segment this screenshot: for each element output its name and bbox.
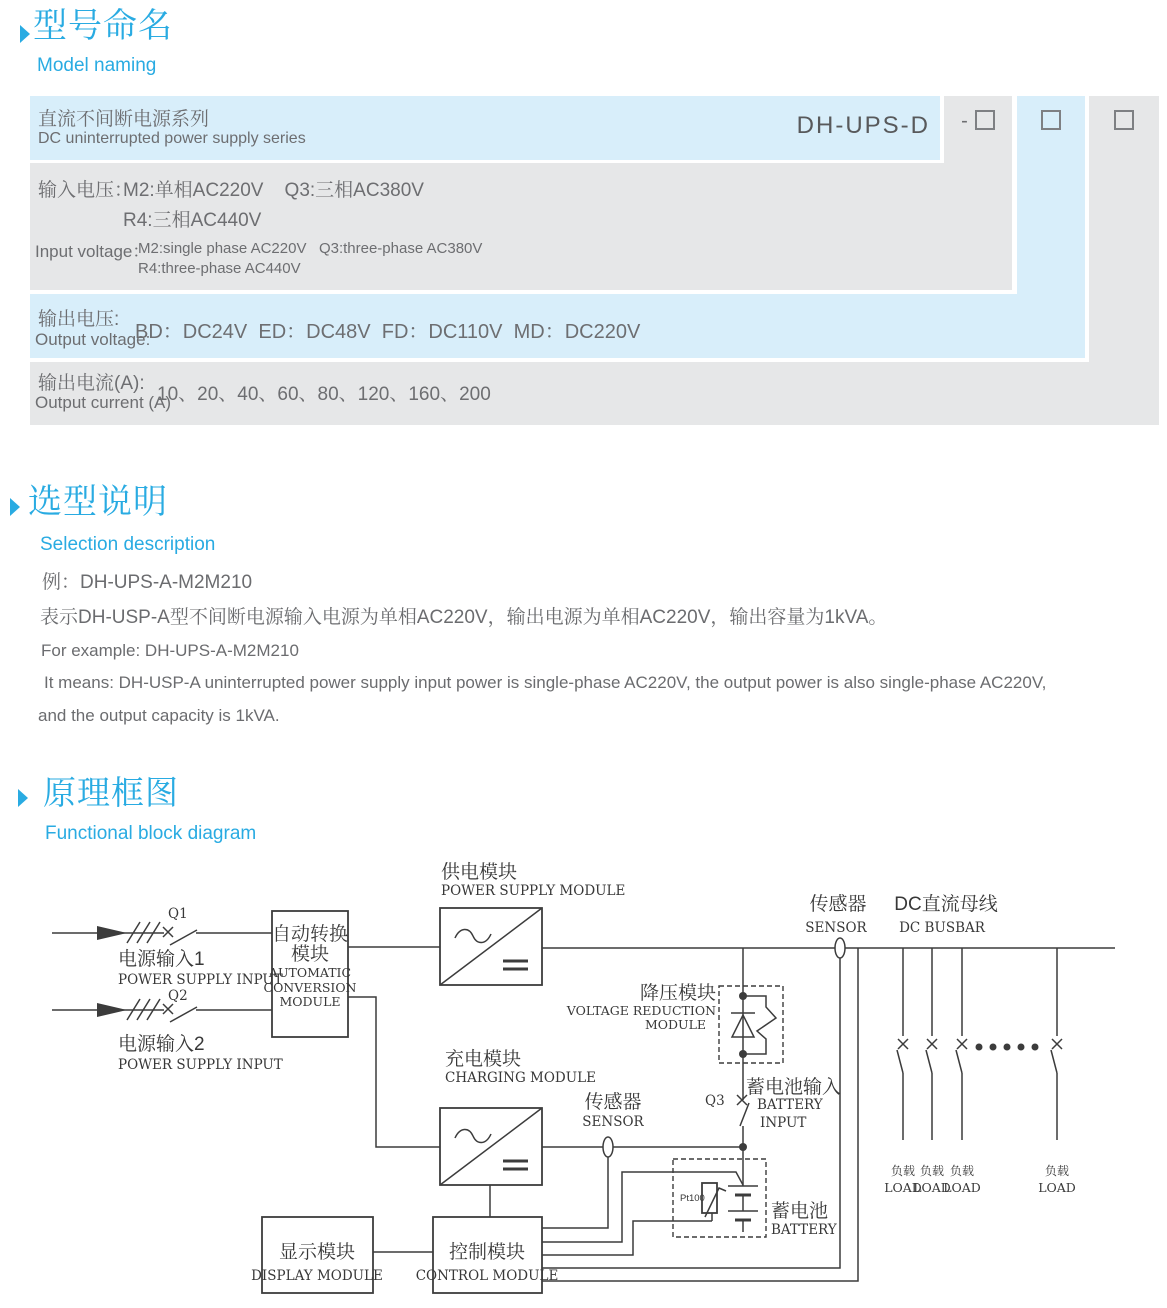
load2-label-zh: 负载 <box>919 1164 945 1178</box>
psu-label-en: POWER SUPPLY MODULE <box>441 883 626 899</box>
q3-label: Q3 <box>705 1093 725 1109</box>
selection-example-en: For example: DH-UPS-A-M2M210 <box>41 641 299 660</box>
selection-meaning-en-1: It means: DH-USP-A uninterrupted power supply input power is single-phase AC220V, the output power is also single-phase AC220V, <box>44 673 1047 692</box>
charging-label-en: CHARGING MODULE <box>445 1070 596 1086</box>
series-name-en: DC uninterrupted power supply series <box>38 130 306 147</box>
q2-label: Q2 <box>168 988 188 1004</box>
battery-label-en: BATTERY <box>771 1222 837 1238</box>
battery-label-zh: 蓄电池 <box>771 1201 829 1222</box>
output-current-label-zh: 输出电流(A): <box>38 373 145 394</box>
input-voltage-label-en: Input voltage： <box>35 242 150 261</box>
input-voltage-values-en-2: R4:three-phase AC440V <box>138 260 301 277</box>
section-title-selection: 选型说明 <box>28 483 168 521</box>
breaker-q1-icon <box>163 927 173 937</box>
psu-label-zh: 供电模块 <box>441 862 518 883</box>
junction-dot <box>739 1050 747 1058</box>
ellipsis-dot <box>976 1044 983 1051</box>
model-table-row-input-voltage <box>30 163 1012 290</box>
bus-sensor-label-zh: 传感器 <box>809 894 867 915</box>
load1-label-en: LOAD <box>884 1180 922 1195</box>
bus-sensor-label-en: SENSOR <box>805 920 867 936</box>
load-branch-drops <box>903 948 1057 1036</box>
load4-label-en: LOAD <box>1038 1180 1076 1195</box>
vrm-label-en1: VOLTAGE REDUCTION <box>566 1003 716 1018</box>
pt100-label: Pt100 <box>680 1193 705 1204</box>
model-table-row-series <box>30 96 940 160</box>
ellipsis-dot <box>1018 1044 1025 1051</box>
placeholder-dash: - <box>961 110 968 132</box>
q1-label: Q1 <box>168 906 188 922</box>
output-voltage-label-en: Output voltage: <box>35 330 151 349</box>
dc-busbar-label-zh: DC直流母线 <box>894 894 998 915</box>
wire-control-charger-sensor <box>542 1157 608 1228</box>
section-marker <box>20 25 30 43</box>
breaker-q2-blade <box>170 1007 197 1022</box>
battery-input-label-en2: INPUT <box>760 1115 807 1131</box>
section-subtitle-model-naming: Model naming <box>37 55 157 76</box>
selection-meaning-en-2: and the output capacity is 1kVA. <box>38 706 280 725</box>
load1-label-zh: 负载 <box>890 1164 916 1178</box>
input1-arrow-icon <box>97 926 127 940</box>
control-label-zh: 控制模块 <box>448 1242 526 1263</box>
conv-label-en2: CONVERSION <box>263 980 357 995</box>
breaker-q3-blade <box>740 1103 749 1126</box>
placeholder-box-3 <box>1114 110 1134 130</box>
load2-label-en: LOAD <box>913 1180 951 1195</box>
model-table-row-output-voltage <box>30 294 1085 358</box>
battery-input-label-en1: BATTERY <box>757 1097 823 1113</box>
load-branch-tails <box>903 1073 1057 1140</box>
selection-meaning-zh: 表示DH-USP-A型不间断电源输入电源为单相AC220V，输出电源为单相AC220V，输出容量为1kVA。 <box>40 607 888 628</box>
conv-label-en1: AUTOMATIC <box>268 965 352 980</box>
input2-label-zh: 电源输入2 <box>118 1034 205 1055</box>
conv-label-zh1: 自动转换 <box>271 924 349 945</box>
charging-label-zh: 充电模块 <box>445 1049 522 1070</box>
dc-busbar-label-en: DC BUSBAR <box>899 920 985 936</box>
placeholder-box-1 <box>975 110 995 130</box>
vrm-label-zh: 降压模块 <box>639 983 716 1004</box>
section-title-block-diagram: 原理框图 <box>43 774 179 811</box>
section-subtitle-selection: Selection description <box>40 534 216 555</box>
charger-sensor-icon <box>603 1137 613 1157</box>
load-breaker-blades <box>897 1050 1057 1073</box>
load4-label-zh: 负载 <box>1044 1164 1070 1178</box>
battery-input-label-zh: 蓄电池输入 <box>746 1077 842 1098</box>
breaker-q2-icon <box>163 1004 173 1014</box>
ellipsis-dot <box>1032 1044 1039 1051</box>
wire-conv-to-charger <box>348 997 440 1147</box>
breaker-q1-blade <box>170 930 197 945</box>
input-voltage-label-zh: 输入电压： <box>38 180 134 201</box>
input1-label-en: POWER SUPPLY INPUT <box>118 972 283 988</box>
ellipsis-dot <box>990 1044 997 1051</box>
section-subtitle-block-diagram: Functional block diagram <box>45 823 257 844</box>
junction-dot <box>739 1143 747 1151</box>
load3-label-en: LOAD <box>943 1180 981 1195</box>
bus-sensor-icon <box>835 938 845 958</box>
input2-arrow-icon <box>97 1003 127 1017</box>
voltage-reduction-module-box <box>719 986 783 1063</box>
conv-label-en3: MODULE <box>279 994 341 1009</box>
functional-block-diagram <box>0 848 1167 1308</box>
display-label-en: DISPLAY MODULE <box>251 1268 383 1284</box>
section-title-model-naming: 型号命名 <box>33 7 173 45</box>
output-voltage-label-zh: 输出电压: <box>38 309 120 330</box>
input-voltage-values-zh-2: R4:三相AC440V <box>123 210 262 231</box>
input2-label-en: POWER SUPPLY INPUT <box>118 1057 283 1073</box>
placeholder-cell-3 <box>1089 110 1159 135</box>
placeholder-box-2 <box>1041 110 1061 130</box>
load-branches <box>897 948 1062 1140</box>
placeholder-cell-2 <box>1017 110 1085 135</box>
input-voltage-values-zh-1: M2:单相AC220V Q3:三相AC380V <box>123 180 424 201</box>
model-table-row-output-current <box>30 362 1159 425</box>
output-current-label-en: Output current (A) <box>35 393 172 412</box>
wire-control-pt100 <box>542 1221 712 1255</box>
load3-label-zh: 负载 <box>949 1164 975 1178</box>
ellipsis-dot <box>1004 1044 1011 1051</box>
display-label-zh: 显示模块 <box>278 1242 356 1263</box>
placeholder-cell-1 <box>944 110 1012 135</box>
charger-sensor-label-en: SENSOR <box>582 1114 644 1130</box>
control-label-en: CONTROL MODULE <box>415 1268 559 1284</box>
junction-dot <box>739 992 747 1000</box>
output-current-values: 10、20、40、60、80、120、160、200 <box>157 384 491 405</box>
selection-example-zh: 例：DH-UPS-A-M2M210 <box>42 572 253 593</box>
section-marker <box>10 498 20 516</box>
input-voltage-values-en-1: M2:single phase AC220V Q3:three-phase AC380V <box>138 240 483 257</box>
conv-label-zh2: 模块 <box>290 944 330 965</box>
vrm-label-en2: MODULE <box>644 1017 706 1032</box>
input1-label-zh: 电源输入1 <box>118 949 205 970</box>
section-marker <box>18 789 28 807</box>
series-name-zh: 直流不间断电源系列 <box>38 109 210 130</box>
charger-sensor-label-zh: 传感器 <box>584 1092 642 1113</box>
output-voltage-values: BD：DC24V ED：DC48V FD：DC110V MD：DC220V <box>135 321 641 343</box>
model-code: DH-UPS-D <box>796 112 930 139</box>
